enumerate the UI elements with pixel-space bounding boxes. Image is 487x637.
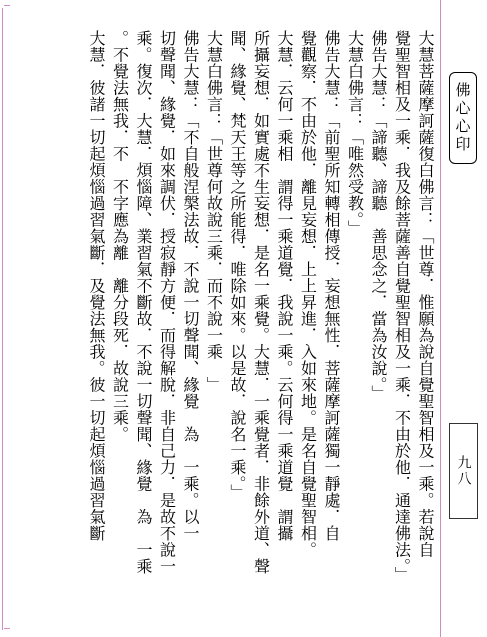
text-column-4: 大慧白佛言：「唯然受教。」	[345, 30, 365, 237]
text-column-6: 覺觀察．不由於他．離見妄想．上上昇進．入如來地。是名自覺聖智相。	[298, 30, 318, 558]
page-number: 九八	[455, 455, 472, 487]
page-border-left	[2, 8, 3, 630]
text-column-3: 佛告大慧：「諦聽、諦聽 善思念之．當為汝說。」	[369, 30, 388, 402]
text-column-14: 。不覺法無我．不 不字應為離 離分段死．故說三乘。	[110, 30, 130, 443]
text-column-11: 佛告大慧：「不自般涅槃法故．不說一切聲聞、緣覺 為 一乘。以一	[181, 30, 200, 542]
text-column-7: 大慧．云何一乘相 謂得一乘道覺．我說一乘。云何得一乘道覺 謂攝	[275, 30, 294, 542]
text-column-8: 所攝妄想．如實處不生妄想．是名一乘覺。大慧．一乘覺者．非餘外道、聲	[251, 30, 271, 575]
text-column-2: 覺聖智相及一乘．我及餘菩薩善自覺聖智相及一乘．不由於他．通達佛法。」	[392, 30, 412, 583]
crop-mark-top	[4, 5, 10, 6]
text-column-13: 乘。復次．大慧．煩惱障、業習氣不斷故．不說一切聲聞、緣覺 為 一乘	[134, 30, 153, 575]
book-title: 佛心心印	[453, 82, 472, 154]
page-number-box	[449, 423, 478, 519]
book-title-tab	[449, 72, 477, 164]
text-column-15: 大慧．彼諸一切起煩惱過習氣斷．及覺法無我。彼一切起煩惱過習氣斷	[87, 30, 106, 542]
text-column-9: 聞、緣覺、梵天王等之所能得．唯除如來。以是故．說名一乘。」	[228, 30, 247, 501]
page-border-right	[440, 0, 441, 637]
text-column-10: 大慧白佛言：「世尊何故說三乘．而不說一乘 」	[204, 30, 224, 393]
text-column-5: 佛告大慧：「前聖所知轉相傳授．妄想無性．菩薩摩訶薩獨一靜處．自	[322, 30, 341, 542]
scripture-text-block	[10, 30, 437, 630]
text-column-12: 切聲聞、緣覺．如來調伏．授寂靜方便．而得解脫．非自己力．是故不說一	[157, 30, 177, 575]
text-column-1: 大慧菩薩摩訶薩復白佛言：「世尊．惟願為說自覺聖智相及一乘。若說自	[416, 30, 435, 558]
